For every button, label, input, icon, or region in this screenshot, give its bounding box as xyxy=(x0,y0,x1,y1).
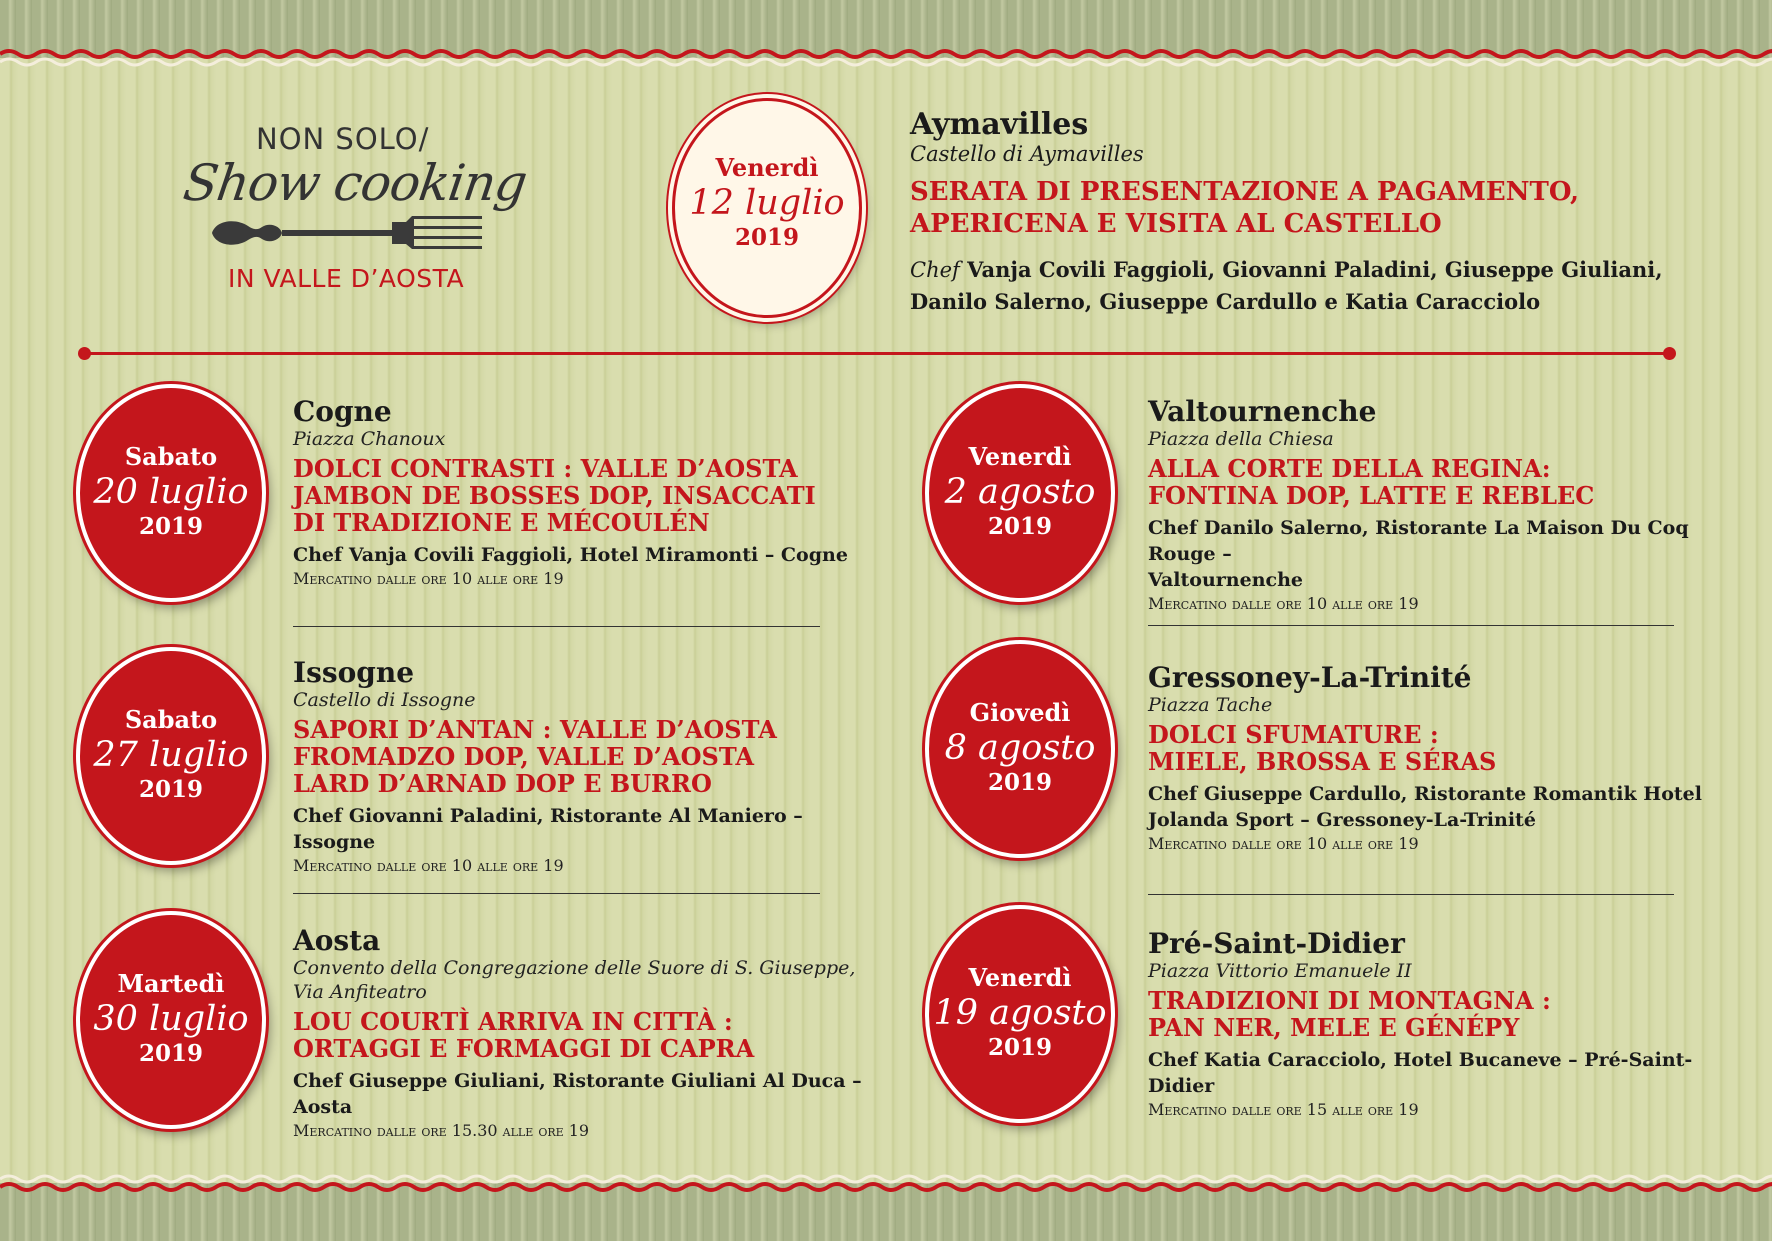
event-title-line: ORTAGGI E FORMAGGI DI CAPRA xyxy=(293,1034,755,1063)
event-market-hours: Mercatino dalle ore 15.30 alle ore 19 xyxy=(293,1121,590,1140)
chef-names: Vanja Covili Faggioli, Giovanni Paladini, Giuseppe Giuliani, xyxy=(967,257,1663,282)
event-chef-line: Chef Giuseppe Cardullo, Ristorante Romantik Hotel xyxy=(1148,783,1702,805)
event-chef: Chef Katia Caracciolo, Hotel Bucaneve – Pré-Saint-Didier xyxy=(1148,1049,1693,1097)
event-issogne xyxy=(293,658,873,877)
badge-date: 2 agosto xyxy=(944,472,1096,512)
event-title-line: LARD D’ARNAD DOP E BURRO xyxy=(293,769,712,798)
badge-date: 19 agosto xyxy=(933,993,1107,1033)
badge-day: Venerdì xyxy=(715,153,819,182)
badge-year: 2019 xyxy=(138,1040,203,1067)
event-title-line: FROMADZO DOP, VALLE D’AOSTA xyxy=(293,742,755,771)
badge-year: 2019 xyxy=(734,224,799,251)
date-badge xyxy=(76,911,266,1129)
event-separator xyxy=(1148,625,1674,626)
badge-day: Sabato xyxy=(124,705,218,734)
event-town: Pré-Saint-Didier xyxy=(1148,927,1405,960)
event-chef-line: Chef Danilo Salerno, Ristorante La Maison Du Coq Rouge – xyxy=(1148,517,1689,565)
event-town: Aosta xyxy=(293,924,381,957)
badge-day: Martedì xyxy=(117,969,225,998)
event-chef xyxy=(910,254,1710,317)
event-town: Valtournenche xyxy=(1148,395,1377,428)
badge-date: 20 luglio xyxy=(93,472,249,512)
event-title xyxy=(1148,987,1708,1041)
event-venue: Piazza Chanoux xyxy=(293,428,446,450)
event-market-hours: Mercatino dalle ore 10 alle ore 19 xyxy=(293,856,564,875)
badge-year: 2019 xyxy=(987,1034,1052,1061)
event-chef: Chef Giuseppe Giuliani, Ristorante Giuliani Al Duca – Aosta xyxy=(293,1070,862,1118)
event-chef xyxy=(1148,781,1708,833)
badge-year: 2019 xyxy=(138,513,203,540)
event-title-line: FONTINA DOP, LATTE E REBLEC xyxy=(1148,481,1595,510)
event-title-line: ALLA CORTE DELLA REGINA: xyxy=(1148,454,1551,483)
badge-day: Venerdì xyxy=(968,963,1072,992)
badge-day: Venerdì xyxy=(968,442,1072,471)
event-venue: Castello di Issogne xyxy=(293,689,476,711)
date-badge xyxy=(76,384,266,602)
badge-date: 8 agosto xyxy=(944,728,1096,768)
event-chef-line: Jolanda Sport – Gressoney-La-Trinité xyxy=(1148,809,1536,831)
event-separator xyxy=(293,626,820,627)
event-title xyxy=(293,716,873,797)
event-town: Cogne xyxy=(293,395,392,428)
show-cooking-logo xyxy=(180,118,550,308)
logo-non-solo: NON SOLO/ xyxy=(256,122,430,156)
event-pre-saint-didier xyxy=(1148,929,1708,1121)
date-badge xyxy=(925,384,1115,602)
event-valtournenche xyxy=(1148,397,1708,615)
event-title-line: JAMBON DE BOSSES DOP, INSACCATI xyxy=(293,481,816,510)
event-title-line: TRADIZIONI DI MONTAGNA : xyxy=(1148,986,1551,1015)
event-title-line: MIELE, BROSSA E SÉRAS xyxy=(1148,747,1497,776)
event-title-line: SERATA DI PRESENTAZIONE A PAGAMENTO, xyxy=(910,177,1580,207)
event-title-line: PAN NER, MELE E GÉNÉPY xyxy=(1148,1013,1520,1042)
event-aosta xyxy=(293,926,893,1142)
event-title-line: DOLCI CONTRASTI : VALLE D’AOSTA xyxy=(293,454,798,483)
featured-event xyxy=(910,108,1710,317)
event-title-line: LOU COURTÌ ARRIVA IN CITTÀ : xyxy=(293,1007,733,1036)
logo-valle-daosta: IN VALLE D’AOSTA xyxy=(228,264,465,293)
event-town: Gressoney-La-Trinité xyxy=(1148,661,1472,694)
logo-show-cooking: Show cooking xyxy=(179,154,531,212)
event-chef: Chef Vanja Covili Faggioli, Hotel Miramonti – Cogne xyxy=(293,544,848,566)
event-title xyxy=(293,455,873,536)
event-market-hours: Mercatino dalle ore 10 alle ore 19 xyxy=(293,569,564,588)
badge-day: Sabato xyxy=(124,442,218,471)
event-gressoney xyxy=(1148,663,1708,855)
date-badge xyxy=(925,640,1115,858)
event-town: Aymavilles xyxy=(910,107,1089,142)
event-separator xyxy=(293,893,820,894)
event-chef xyxy=(1148,515,1708,593)
event-cogne xyxy=(293,397,873,590)
event-title xyxy=(1148,721,1708,775)
event-venue: Piazza Vittorio Emanuele II xyxy=(1148,960,1412,982)
event-venue: Piazza della Chiesa xyxy=(1148,428,1334,450)
badge-date: 12 luglio xyxy=(689,183,845,223)
badge-year: 2019 xyxy=(987,513,1052,540)
divider-dot-right xyxy=(1663,347,1676,360)
badge-year: 2019 xyxy=(138,776,203,803)
chef-label: Chef xyxy=(910,258,960,282)
event-title xyxy=(293,1008,893,1062)
event-market-hours: Mercatino dalle ore 10 alle ore 19 xyxy=(1148,834,1419,853)
date-badge-featured xyxy=(672,98,862,318)
event-venue: Castello di Aymavilles xyxy=(910,142,1144,166)
event-venue: Convento della Congregazione delle Suore di S. Giuseppe, xyxy=(293,957,856,979)
top-wavy-border xyxy=(0,48,1772,72)
fork-icon xyxy=(206,208,486,258)
chef-names: Danilo Salerno, Giuseppe Cardullo e Katia Caracciolo xyxy=(910,289,1541,314)
bottom-wavy-border xyxy=(0,1169,1772,1193)
event-title-line: DOLCI SFUMATURE : xyxy=(1148,720,1439,749)
badge-day: Giovedì xyxy=(969,698,1071,727)
divider-rule xyxy=(84,352,1668,355)
badge-year: 2019 xyxy=(987,769,1052,796)
event-venue: Piazza Tache xyxy=(1148,694,1273,716)
event-chef-line: Valtournenche xyxy=(1148,569,1303,591)
event-town: Issogne xyxy=(293,656,415,689)
event-market-hours: Mercatino dalle ore 15 alle ore 19 xyxy=(1148,1100,1419,1119)
event-venue: Via Anfiteatro xyxy=(293,981,427,1003)
event-chef: Chef Giovanni Paladini, Ristorante Al Maniero – Issogne xyxy=(293,805,803,853)
event-title-line: APERICENA E VISITA AL CASTELLO xyxy=(910,209,1442,239)
badge-date: 27 luglio xyxy=(93,735,249,775)
event-title-line: SAPORI D’ANTAN : VALLE D’AOSTA xyxy=(293,715,777,744)
date-badge xyxy=(76,647,266,865)
event-title xyxy=(910,176,1710,240)
badge-date: 30 luglio xyxy=(93,999,249,1039)
event-title-line: DI TRADIZIONE E MÉCOULÉN xyxy=(293,508,710,537)
divider-dot-left xyxy=(78,347,91,360)
event-market-hours: Mercatino dalle ore 10 alle ore 19 xyxy=(1148,594,1419,613)
event-separator xyxy=(1148,894,1674,895)
date-badge xyxy=(925,905,1115,1123)
event-title xyxy=(1148,455,1708,509)
